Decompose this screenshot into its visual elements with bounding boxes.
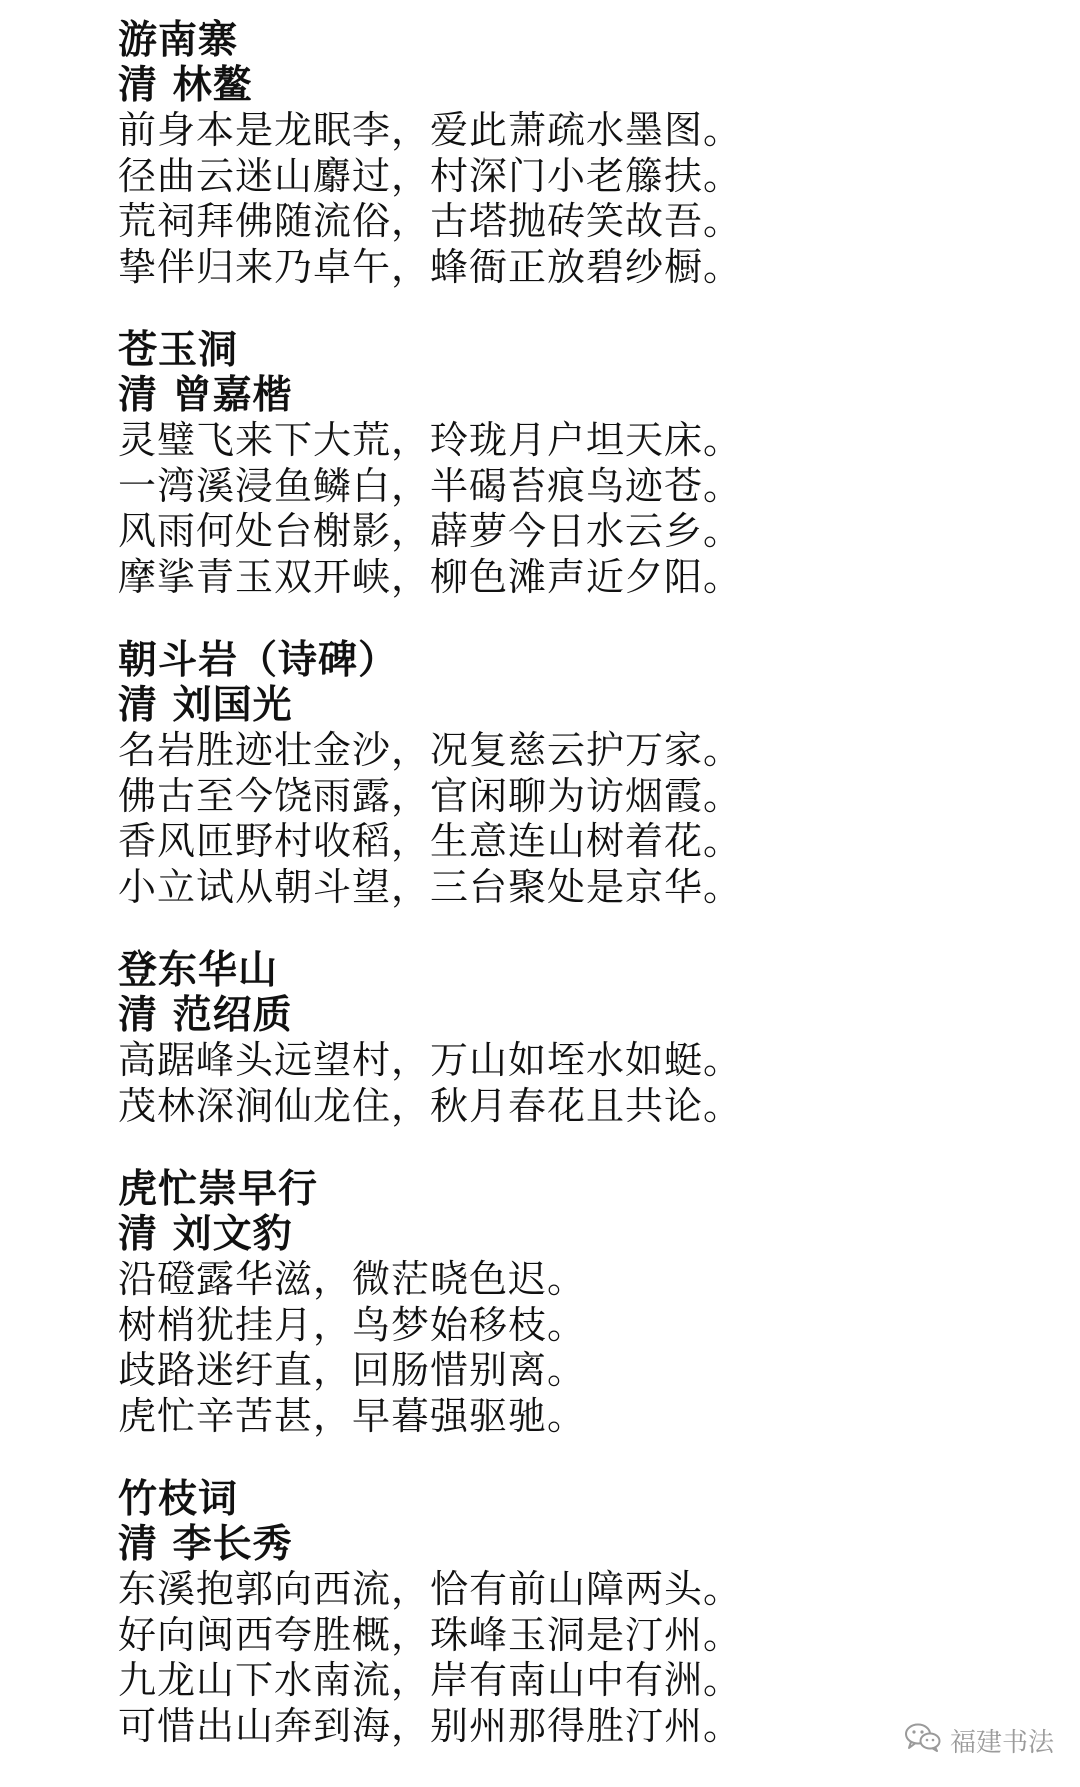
poem-line: 名岩胜迹壮金沙，况复慈云护万家。 [118, 728, 743, 772]
poem [118, 1477, 1018, 1749]
wechat-icon [904, 1722, 942, 1759]
poem-title: 登东华山 [118, 948, 279, 993]
poem-collection [118, 18, 1018, 1787]
poem-line: 可惜出山奔到海，别州那得胜汀州。 [118, 1703, 743, 1748]
poem-line: 径曲云迷山麝过，村深门小老籐扶。 [118, 153, 743, 198]
poem-line: 摩挲青玉双开峡，柳色滩声近夕阳。 [118, 554, 743, 599]
poem-line: 虎忙辛苦甚，早暮强驱驰。 [118, 1393, 587, 1438]
poem [118, 948, 1018, 1129]
poem-line: 荒祠拜佛随流俗，古塔抛砖笑故吾。 [118, 199, 743, 243]
poem-title: 虎忙崇早行 [118, 1167, 319, 1212]
poem-title: 游南寨 [118, 18, 239, 63]
poem [118, 18, 1018, 290]
poem-line: 好向闽西夸胜概，珠峰玉洞是汀州。 [118, 1612, 743, 1657]
poem-title: 苍玉洞 [118, 328, 239, 373]
poem [118, 1167, 1018, 1439]
poem-line: 茂林深涧仙龙住，秋月春花且共论。 [118, 1083, 743, 1128]
poem-line: 佛古至今饶雨露，官闲聊为访烟霞。 [118, 773, 743, 818]
poem-line: 小立试从朝斗望，三台聚处是京华。 [118, 864, 743, 909]
poem-author: 清 李长秀 [118, 1522, 293, 1567]
poem-line: 前身本是龙眠李，爱此萧疏水墨图。 [118, 108, 743, 152]
poem-line: 树梢犹挂月，鸟梦始移枝。 [118, 1302, 587, 1347]
poem-title: 朝斗岩（诗碑） [118, 638, 399, 683]
poem [118, 638, 1018, 910]
poem-line: 九龙山下水南流，岸有南山中有洲。 [118, 1658, 743, 1702]
poem-line: 沿磴露华滋，微茫晓色迟。 [118, 1257, 587, 1301]
poem [118, 328, 1018, 600]
poem-author: 清 曾嘉楷 [118, 373, 293, 418]
watermark-text: 福建书法 [949, 1728, 1054, 1758]
poem-line: 高踞峰头远望村，万山如垤水如蜓。 [118, 1038, 743, 1082]
poem-line: 歧路迷纡直，回肠惜别离。 [118, 1348, 587, 1392]
poem-line: 一湾溪浸鱼鳞白，半碣苔痕鸟迹苍。 [118, 463, 743, 508]
poem-author: 清 林鳌 [118, 63, 253, 108]
poem-line: 风雨何处台榭影，薜萝今日水云乡。 [118, 509, 743, 553]
poem-line: 香风匝野村收稻，生意连山树着花。 [118, 819, 743, 863]
poem-line: 挚伴归来乃卓午，蜂衙正放碧纱橱。 [118, 244, 743, 289]
poem-author: 清 范绍质 [118, 993, 293, 1038]
poem-title: 竹枝词 [118, 1477, 239, 1522]
poem-line: 东溪抱郭向西流，恰有前山障两头。 [118, 1567, 743, 1611]
poem-author: 清 刘文豹 [118, 1212, 293, 1257]
poem-author: 清 刘国光 [118, 683, 293, 728]
poem-line: 灵璧飞来下大荒，玲珑月户坦天床。 [118, 418, 743, 462]
watermark [904, 1722, 1054, 1759]
